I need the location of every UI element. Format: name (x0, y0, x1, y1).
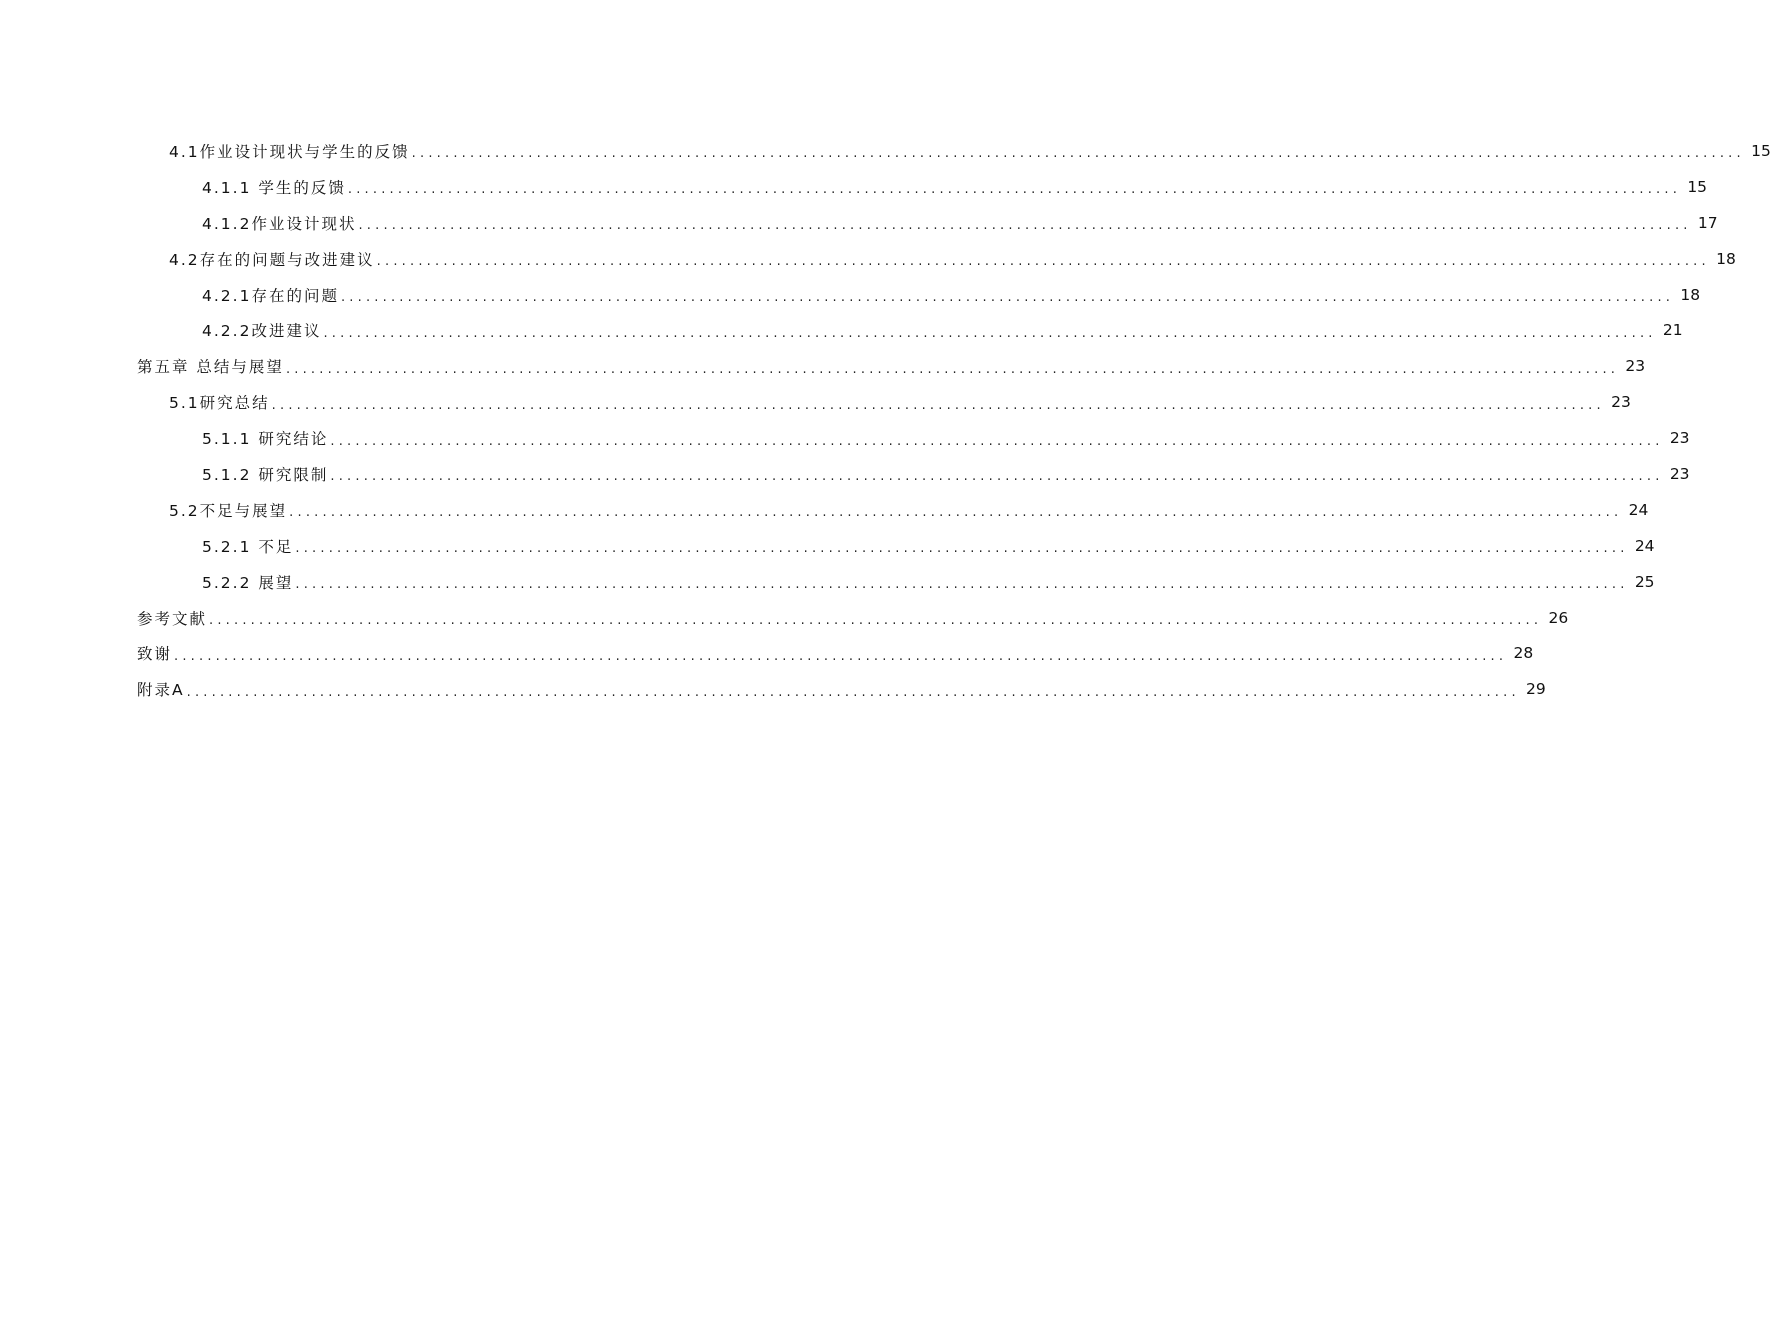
dot-leader: ................................................................................................................................................................ (295, 541, 1629, 557)
toc-entry-page: 26 (1548, 608, 1569, 627)
toc-entry-title: 5.2不足与展望 (169, 501, 288, 520)
dot-leader: ................................................................................................................................................................ (209, 613, 1543, 629)
toc-entry[interactable] (0, 635, 1534, 671)
dot-leader: ................................................................................................................................................................ (174, 648, 1508, 664)
toc-entry-title: 参考文献 (137, 609, 208, 628)
dot-leader: ................................................................................................................................................................ (271, 397, 1605, 413)
toc-entry[interactable] (0, 241, 1736, 277)
toc-entry[interactable] (0, 277, 1701, 313)
toc-entry[interactable] (0, 528, 1655, 564)
toc-entry[interactable] (0, 133, 1771, 169)
toc-entry-title: 4.2.1存在的问题 (202, 286, 339, 305)
toc-entry-title: 致谢 (137, 645, 173, 664)
toc-entry-page: 21 (1662, 321, 1683, 340)
dot-leader: ................................................................................................................................................................ (186, 684, 1520, 700)
toc-entry[interactable] (0, 312, 1683, 348)
toc-entry-title: 4.1.1 学生的反馈 (202, 178, 346, 197)
dot-leader: ................................................................................................................................................................ (323, 325, 1657, 341)
toc-entry-page: 24 (1628, 500, 1649, 519)
toc-entry-title: 5.1研究总结 (169, 394, 270, 413)
toc-entry-page: 23 (1625, 357, 1646, 376)
toc-entry[interactable] (0, 600, 1569, 636)
toc-entry-page: 18 (1680, 285, 1701, 304)
toc-entry[interactable] (0, 420, 1690, 456)
toc-entry-title: 5.2.1 不足 (202, 537, 294, 556)
dot-leader: ................................................................................................................................................................ (330, 469, 1664, 485)
dot-leader: ................................................................................................................................................................ (376, 254, 1710, 270)
dot-leader: ................................................................................................................................................................ (411, 146, 1745, 162)
toc-entry-title: 5.1.2 研究限制 (202, 465, 329, 484)
toc-entry-page: 18 (1716, 249, 1736, 268)
toc-entry-title: 4.1作业设计现状与学生的反馈 (169, 142, 410, 161)
toc-entry-page: 17 (1697, 213, 1718, 232)
toc-entry[interactable] (0, 169, 1708, 205)
toc-entry[interactable] (0, 456, 1690, 492)
dot-leader: ................................................................................................................................................................ (285, 361, 1620, 377)
toc-entry-page: 23 (1669, 464, 1690, 483)
toc-entry-page: 15 (1687, 177, 1708, 196)
toc-entry[interactable] (0, 492, 1649, 528)
toc-entry[interactable] (0, 384, 1631, 420)
toc-entry-title: 附录A (137, 681, 185, 700)
toc-entry[interactable] (0, 564, 1655, 600)
toc-entry-title: 第五章 总结与展望 (137, 358, 284, 377)
toc-entry[interactable] (0, 205, 1718, 241)
dot-leader: ................................................................................................................................................................ (340, 290, 1675, 305)
toc-entry-page: 24 (1634, 536, 1655, 555)
dot-leader: ................................................................................................................................................................ (358, 218, 1692, 234)
toc-entry-page: 23 (1611, 393, 1631, 412)
toc-entry-page: 23 (1669, 429, 1690, 448)
dot-leader: ................................................................................................................................................................ (347, 182, 1682, 198)
dot-leader: ................................................................................................................................................................ (330, 433, 1664, 449)
toc-entry-title: 5.2.2 展望 (202, 573, 294, 592)
toc-entry-title: 5.1.1 研究结论 (202, 430, 329, 449)
toc-entry-title: 4.2存在的问题与改进建议 (169, 250, 375, 269)
toc-entry-page: 28 (1513, 644, 1534, 663)
toc-entry-page: 25 (1634, 572, 1655, 591)
toc-entry-title: 4.1.2作业设计现状 (202, 214, 357, 233)
table-of-contents (0, 133, 1771, 707)
toc-entry-page: 29 (1526, 680, 1546, 699)
toc-entry-page: 15 (1751, 141, 1771, 160)
dot-leader: ................................................................................................................................................................ (295, 577, 1629, 593)
toc-entry[interactable] (0, 671, 1546, 707)
toc-entry-title: 4.2.2改进建议 (202, 322, 322, 341)
toc-entry[interactable] (0, 348, 1646, 384)
dot-leader: ................................................................................................................................................................ (289, 505, 1623, 521)
